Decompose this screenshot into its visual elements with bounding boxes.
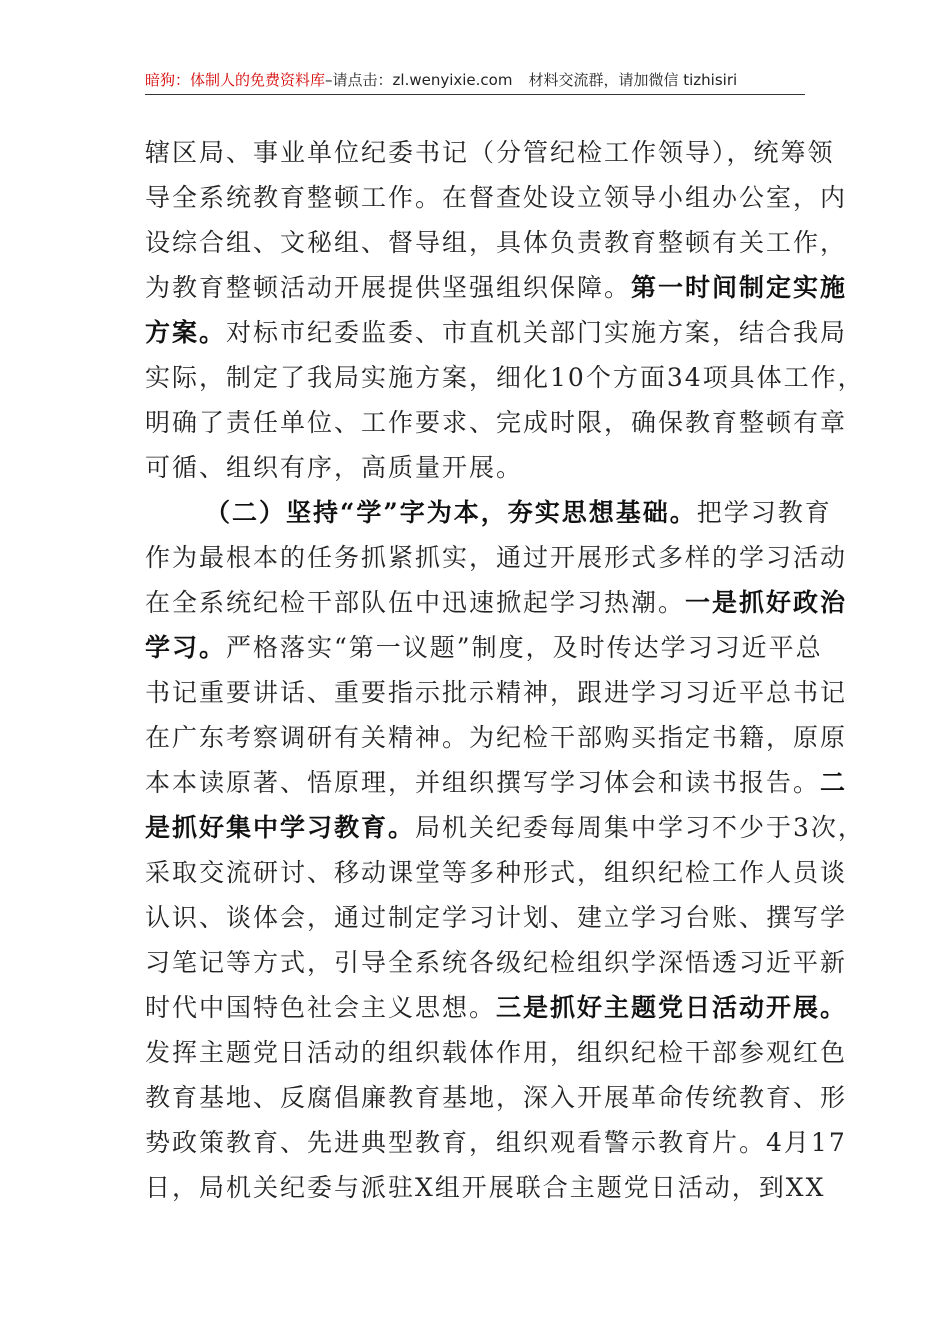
text-line [145, 895, 848, 940]
text-line [145, 490, 832, 535]
text-segment: 势政策教育、先进典型教育，组织观看警示教育片。4月17 [145, 1128, 847, 1157]
text-segment: 明确了责任单位、工作要求、完成时限，确保教育整顿有章 [145, 408, 848, 437]
header-site-name: 暗狗：体制人的免费资料库 [145, 71, 326, 89]
text-line [145, 1075, 848, 1120]
text-line [145, 1030, 848, 1075]
bold-text-segment: 第一时间制定实施 [631, 273, 848, 302]
text-segment: 在全系统纪检干部队伍中迅速掀起学习热潮。 [145, 588, 686, 617]
text-line [145, 130, 835, 175]
text-segment: 实际，制定了我局实施方案，细化10个方面34项具体工作， [145, 363, 865, 392]
text-segment: 发挥主题党日活动的组织载体作用，组织纪检干部参观红色 [145, 1038, 848, 1067]
text-line [145, 265, 848, 310]
text-segment: 严格落实“第一议题”制度，及时传达学习习近平总 [226, 633, 823, 662]
bold-text-segment: 方案。 [145, 318, 227, 347]
text-line [145, 850, 848, 895]
text-line [145, 355, 865, 400]
text-line [145, 1165, 826, 1210]
text-segment: 本本读原著、悟原理，并组织撰写学习体会和读书报告。 [145, 768, 821, 797]
text-line [145, 445, 810, 490]
text-segment: 书记重要讲话、重要指示批示精神，跟进学习习近平总书记 [145, 678, 848, 707]
bold-text-segment: 三是抓好主题党日活动开展。 [496, 993, 848, 1022]
header-url-link[interactable]: zl.wenyixie.com [392, 71, 513, 89]
bold-text-segment: 是抓好集中学习教育。 [145, 813, 416, 842]
page-header [145, 68, 805, 95]
text-line [145, 985, 848, 1030]
text-segment: 局机关纪委每周集中学习不少于3次， [415, 813, 865, 842]
text-segment: 可循、组织有序，高质量开展。 [145, 453, 524, 482]
text-segment: 采取交流研讨、移动课堂等多种形式，组织纪检工作人员谈 [145, 858, 848, 887]
text-segment: 时代中国特色社会主义思想。 [145, 993, 497, 1022]
text-line [145, 625, 823, 670]
text-segment: 在广东考察调研有关精神。为纪检干部购买指定书籍，原原 [145, 723, 848, 752]
text-segment: 设综合组、文秘组、督导组，具体负责教育整顿有关工作， [145, 228, 848, 257]
text-line [145, 805, 865, 850]
bold-text-segment: 学习。 [145, 633, 227, 662]
text-segment: 日，局机关纪委与派驻X组开展联合主题党日活动，到XX [145, 1173, 826, 1202]
bold-text-segment: 二 [820, 768, 848, 797]
text-line [145, 220, 848, 265]
text-line [145, 580, 848, 625]
document-body [145, 130, 865, 1210]
bold-text-segment: 一是抓好政治 [685, 588, 848, 617]
text-line [145, 1120, 847, 1165]
text-line [145, 400, 848, 445]
bold-text-segment: （二）坚持“学”字为本，夯实思想基础。 [205, 498, 697, 527]
text-segment: 教育基地、反腐倡廉教育基地，深入开展革命传统教育、形 [145, 1083, 848, 1112]
text-segment: 导全系统教育整顿工作。在督查处设立领导小组办公室，内 [145, 183, 848, 212]
text-segment: 对标市纪委监委、市直机关部门实施方案，结合我局 [226, 318, 848, 347]
text-segment: 为教育整顿活动开展提供坚强组织保障。 [145, 273, 632, 302]
text-line [145, 670, 848, 715]
text-segment: 辖区局、事业单位纪委书记（分管纪检工作领导），统筹领 [145, 138, 835, 167]
text-line [145, 760, 848, 805]
text-line [145, 310, 848, 355]
text-line [145, 535, 848, 580]
text-segment: 认识、谈体会，通过制定学习计划、建立学习台账、撰写学 [145, 903, 848, 932]
text-line [145, 715, 848, 760]
header-wechat-note: 材料交流群，请加微信 tizhisiri [528, 71, 738, 89]
text-segment: 习笔记等方式，引导全系统各级纪检组织学深悟透习近平新 [145, 948, 848, 977]
text-segment: 作为最根本的任务抓紧抓实，通过开展形式多样的学习活动 [145, 543, 848, 572]
header-click-prefix: –请点击： [325, 71, 393, 89]
text-line [145, 940, 848, 985]
text-line [145, 175, 848, 220]
text-segment: 把学习教育 [696, 498, 832, 527]
